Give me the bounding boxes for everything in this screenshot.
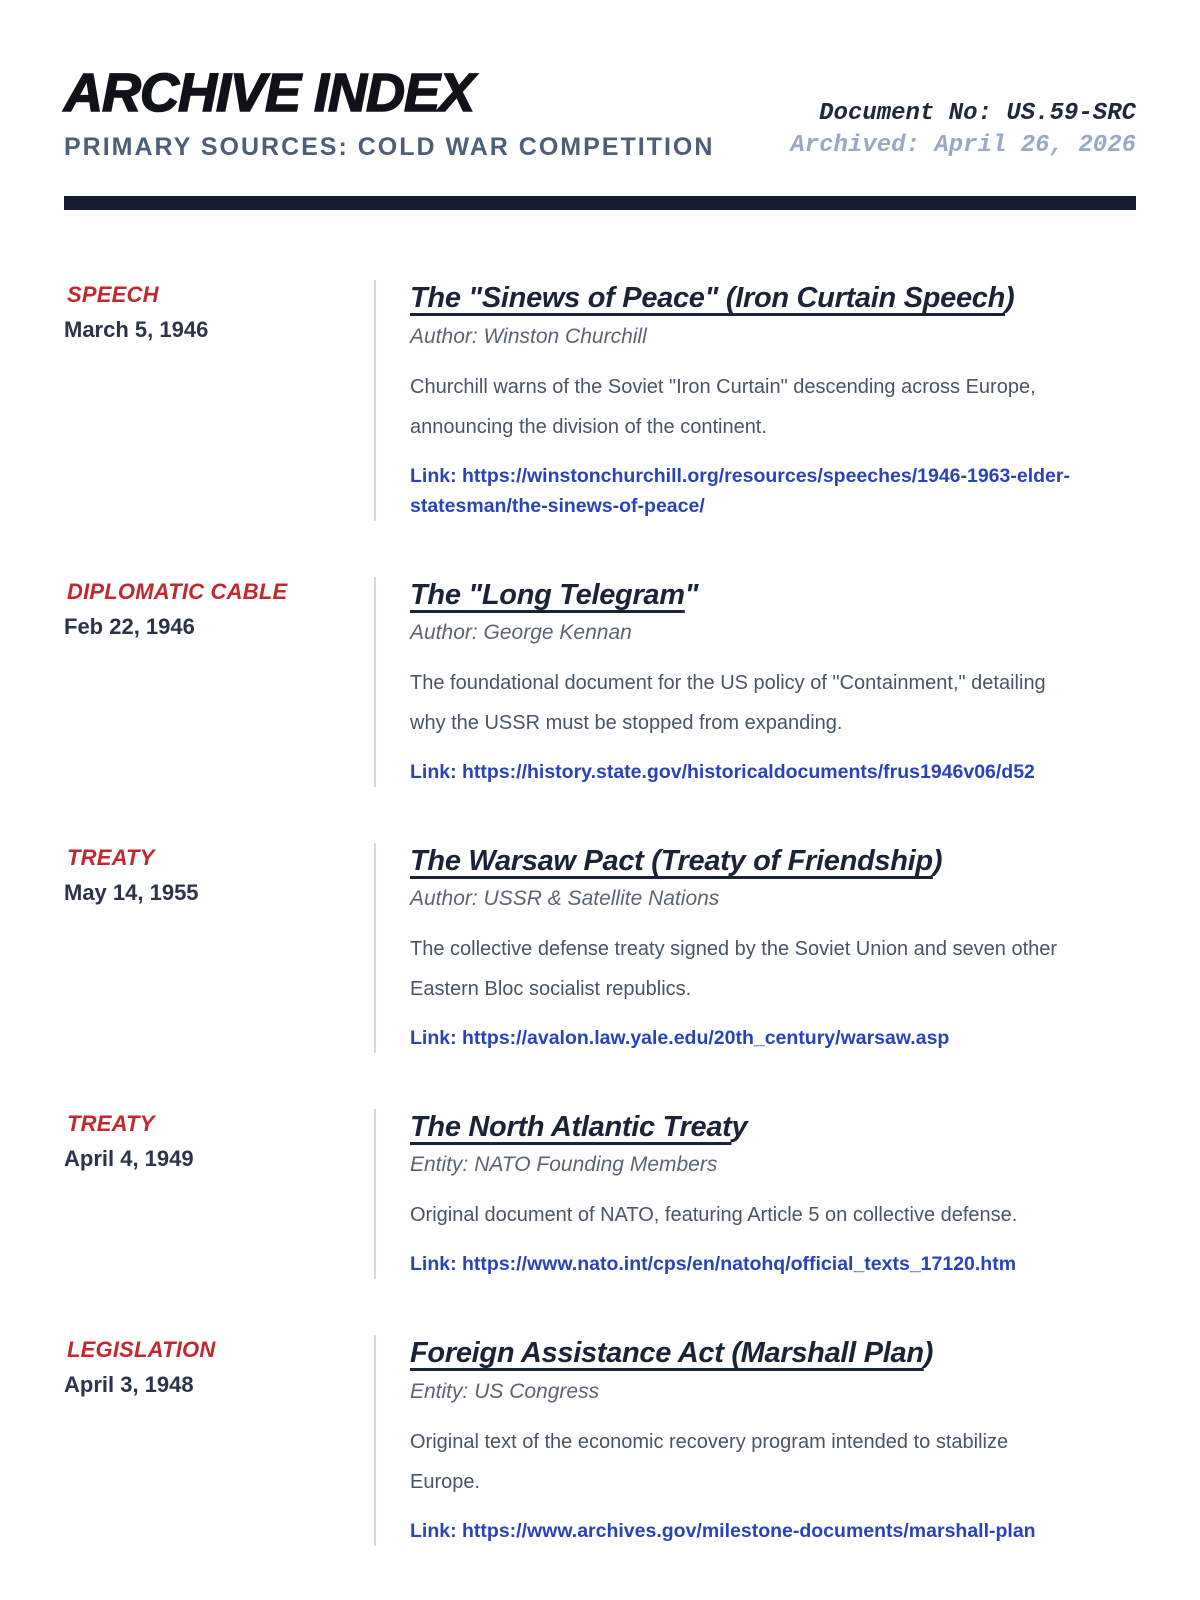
entry-byline: Entity: NATO Founding Members [410,1153,718,1177]
entry-title-text[interactable]: The North Atlantic Treat [410,1111,732,1144]
page-header [64,64,1136,162]
link-label: Link: [410,1253,457,1276]
entry-link[interactable] [410,1516,1074,1546]
entry-meta [64,577,374,787]
entry-byline: Author: George Kennan [410,620,632,644]
header-rule-bar [64,196,1136,210]
document-meta [790,98,1136,162]
link-label: Link: [410,1027,457,1050]
entry-title[interactable] [410,577,1074,613]
link-label: Link: [410,464,457,487]
entry-link[interactable] [410,1249,1074,1279]
archive-entry [64,280,1136,520]
entry-title-text[interactable]: The Warsaw Pact (Treaty of Friendship [410,844,933,877]
entry-byline: Entity: US Congress [410,1379,600,1403]
archive-entry [64,1335,1136,1545]
category-label: DIPLOMATIC CABLE [67,578,288,604]
entry-body [374,577,1074,787]
entry-title-text[interactable]: The "Sinews of Peace" (Iron Curtain Speech [410,282,1006,315]
entry-description: The foundational document for the US policy of "Containment," detailing why the USSR must be stopped from expanding. [410,671,1046,734]
entry-link[interactable] [410,757,1074,787]
entry-title[interactable] [410,280,1074,316]
entry-meta [64,1109,374,1279]
category-label: TREATY [67,844,155,870]
entry-title-text[interactable]: Foreign Assistance Act (Marshall Plan [410,1337,924,1370]
category-label: LEGISLATION [67,1337,216,1363]
entry-description: Churchill warns of the Soviet "Iron Curtain" descending across Europe, announcing the division of the continent. [410,375,1036,438]
entry-title[interactable] [410,843,1074,879]
link-url[interactable]: https://winstonchurchill.org/resources/speeches/1946-1963-elder-statesman/the-sinews-of-peace/ [410,464,1070,517]
entry-title-tail: ) [1005,282,1015,315]
document-number: Document No: US.59-SRC [819,100,1136,128]
entry-date: March 5, 1946 [64,317,209,343]
entry-meta [64,1335,374,1545]
entry-body [374,1109,1074,1279]
header-title-block [64,64,714,162]
archive-entry [64,577,1136,787]
link-url[interactable]: https://history.state.gov/historicaldocuments/frus1946v06/d52 [462,760,1035,783]
entry-list [64,280,1136,1545]
entry-meta [64,843,374,1053]
entry-byline: Author: Winston Churchill [410,324,647,348]
entry-date: Feb 22, 1946 [64,613,195,639]
entry-link[interactable] [410,461,1074,521]
link-url[interactable]: https://www.nato.int/cps/en/natohq/official_texts_17120.htm [462,1253,1017,1276]
archived-date: Archived: April 26, 2026 [790,132,1136,160]
entry-date: April 3, 1948 [64,1372,194,1398]
entry-title-tail: ) [923,1337,934,1370]
archive-entry [64,1109,1136,1279]
category-label: SPEECH [67,282,159,308]
entry-description: Original document of NATO, featuring Article 5 on collective defense. [410,1204,1018,1227]
entry-title-tail: " [684,578,699,611]
link-label: Link: [410,760,457,783]
entry-body [374,1335,1074,1545]
link-label: Link: [410,1519,457,1542]
entry-date: May 14, 1955 [64,879,199,905]
entry-title[interactable] [410,1335,1074,1371]
archive-entry [64,843,1136,1053]
entry-body [374,843,1074,1053]
entry-meta [64,280,374,520]
entry-link[interactable] [410,1023,1074,1053]
entry-description: Original text of the economic recovery program intended to stabilize Europe. [410,1430,1009,1493]
page-subtitle: PRIMARY SOURCES: COLD WAR COMPETITION [64,133,715,162]
link-url[interactable]: https://www.archives.gov/milestone-documents/marshall-plan [462,1519,1036,1542]
entry-title-tail: ) [932,844,943,877]
entry-description: The collective defense treaty signed by the Soviet Union and seven other Eastern Bloc socialist republics. [410,938,1058,1001]
entry-title-text[interactable]: The "Long Telegram [410,578,685,611]
entry-title-tail: y [731,1111,748,1144]
category-label: TREATY [67,1111,155,1137]
page-title: ARCHIVE INDEX [64,63,475,123]
link-url[interactable]: https://avalon.law.yale.edu/20th_century/warsaw.asp [462,1027,950,1050]
entry-title[interactable] [410,1109,1074,1145]
entry-date: April 4, 1949 [64,1146,194,1172]
entry-body [374,280,1074,520]
entry-byline: Author: USSR & Satellite Nations [410,887,720,911]
